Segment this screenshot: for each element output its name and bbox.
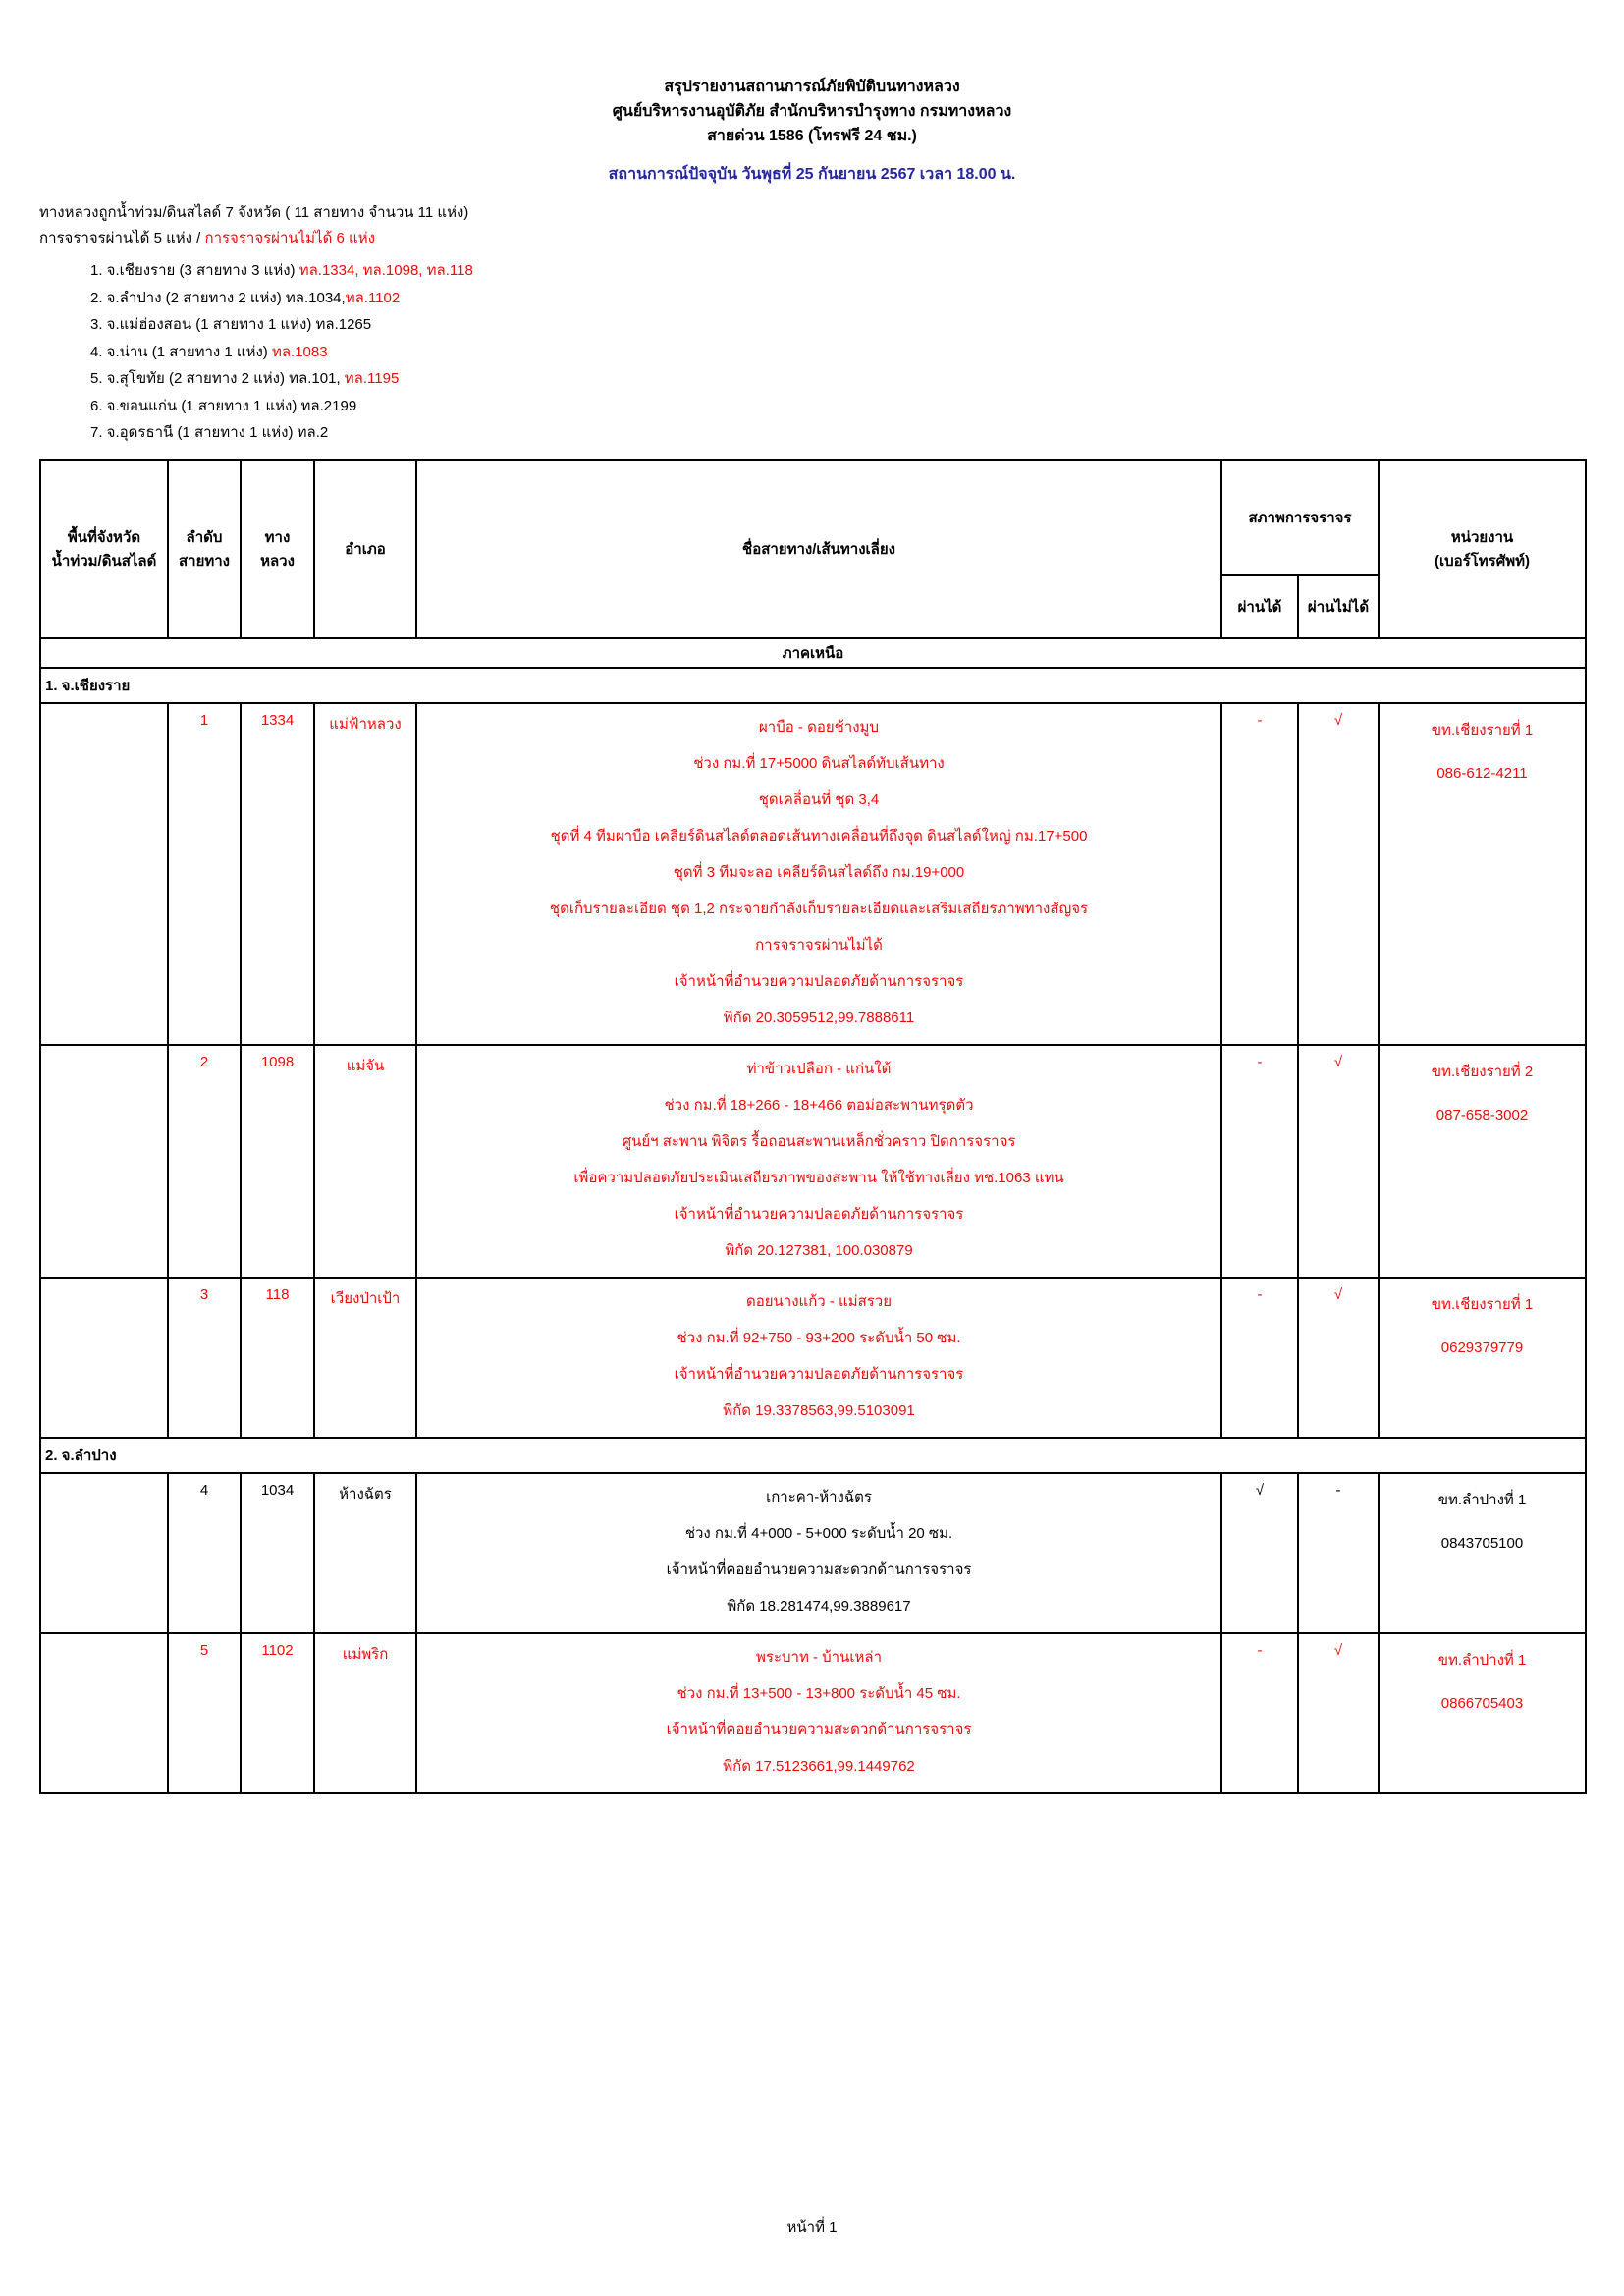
summary-impassable-text: การจราจรผ่านไม่ได้ 6 แห่ง — [204, 230, 375, 246]
cell-unit — [1379, 1278, 1586, 1438]
list-item — [90, 339, 1624, 366]
cell-route-description — [416, 703, 1221, 1045]
cell-district: แม่พริก — [314, 1633, 416, 1793]
cell-passable: √ — [1221, 1473, 1298, 1633]
unit-phone: 086-612-4211 — [1436, 764, 1528, 782]
cell-area — [40, 1045, 168, 1278]
cell-area — [40, 1633, 168, 1793]
col-header-unit-line2: (เบอร์โทรศัพท์) — [1434, 552, 1530, 570]
route-description-line: ท่าข้าวเปลือก - แก่นใต้ — [746, 1060, 892, 1077]
unit-name: ขท.ลำปางที่ 1 — [1437, 1651, 1527, 1668]
route-description-line: เจ้าหน้าที่อำนวยความปลอดภัยด้านการจราจร — [674, 972, 964, 990]
col-header-area-line1: พื้นที่จังหวัด — [67, 528, 141, 546]
col-header-order-line1: ลำดับ — [186, 528, 223, 546]
list-item-routes: ทล.1102 — [345, 289, 401, 306]
col-header-traffic: สภาพการจราจร — [1221, 460, 1379, 575]
list-item-text: 4. จ.น่าน (1 สายทาง 1 แห่ง) — [90, 343, 272, 360]
table-row — [40, 1278, 1586, 1438]
route-description-line: เจ้าหน้าที่คอยอำนวยความสะดวกด้านการจราจร — [666, 1560, 972, 1578]
table-row — [40, 703, 1586, 1045]
route-description-line: พระบาท - บ้านเหล่า — [756, 1648, 882, 1666]
route-description-line: เกาะคา-ห้างฉัตร — [766, 1488, 872, 1505]
route-description-line: ช่วง กม.ที่ 13+500 - 13+800 ระดับน้ำ 45 ซม. — [677, 1684, 961, 1702]
cell-district: แม่จัน — [314, 1045, 416, 1278]
route-description-line: พิกัด 17.5123661,99.1449762 — [723, 1757, 915, 1775]
list-item-routes: ทล.1195 — [344, 370, 400, 387]
cell-impassable: √ — [1298, 703, 1379, 1045]
col-header-district: อำเภอ — [314, 460, 416, 638]
unit-name: ขท.เชียงรายที่ 1 — [1431, 721, 1534, 738]
route-description-line: เจ้าหน้าที่อำนวยความปลอดภัยด้านการจราจร — [674, 1205, 964, 1223]
cell-order: 4 — [168, 1473, 241, 1633]
cell-district: เวียงป่าเป้า — [314, 1278, 416, 1438]
route-description-line: ดอยนางแก้ว - แม่สรวย — [745, 1292, 893, 1310]
cell-district: แม่ฟ้าหลวง — [314, 703, 416, 1045]
cell-impassable: √ — [1298, 1633, 1379, 1793]
cell-route-number: 1334 — [241, 703, 314, 1045]
cell-route-description — [416, 1045, 1221, 1278]
col-header-area — [40, 460, 168, 638]
col-header-passable: ผ่านได้ — [1221, 575, 1298, 638]
table-row — [40, 1473, 1586, 1633]
cell-route-number: 118 — [241, 1278, 314, 1438]
cell-impassable: √ — [1298, 1045, 1379, 1278]
unit-name: ขท.เชียงรายที่ 2 — [1431, 1063, 1534, 1080]
list-item — [90, 419, 1624, 447]
route-description-line: พิกัด 20.127381, 100.030879 — [725, 1241, 913, 1259]
cell-route-number: 1034 — [241, 1473, 314, 1633]
unit-phone: 0866705403 — [1440, 1694, 1524, 1712]
cell-unit — [1379, 703, 1586, 1045]
cell-unit — [1379, 1045, 1586, 1278]
list-item-text: 6. จ.ขอนแก่น (1 สายทาง 1 แห่ง) ทล.2199 — [90, 397, 357, 414]
cell-passable: - — [1221, 1278, 1298, 1438]
province-header-chiangrai: 1. จ.เชียงราย — [40, 668, 1586, 703]
list-item — [90, 393, 1624, 420]
document-header — [0, 0, 1624, 187]
list-item-text: 2. จ.ลำปาง (2 สายทาง 2 แห่ง) ทล.1034, — [90, 289, 346, 306]
col-header-area-line2: น้ำท่วม/ดินสไลด์ — [51, 552, 157, 570]
list-item-text: 5. จ.สุโขทัย (2 สายทาง 2 แห่ง) ทล.101, — [90, 370, 345, 387]
list-item-text: 3. จ.แม่ฮ่องสอน (1 สายทาง 1 แห่ง) ทล.1265 — [90, 316, 372, 333]
col-header-order — [168, 460, 241, 638]
route-description-line: พิกัด 18.281474,99.3889617 — [727, 1597, 911, 1614]
report-hotline: สายด่วน 1586 (โทรฟรี 24 ชม.) — [707, 128, 917, 144]
summary-line-2 — [39, 226, 1624, 251]
cell-area — [40, 1473, 168, 1633]
col-header-route-line1: ทาง — [264, 528, 291, 546]
cell-route-number: 1102 — [241, 1633, 314, 1793]
route-description-line: การจราจรผ่านไม่ได้ — [755, 936, 883, 954]
cell-order: 3 — [168, 1278, 241, 1438]
cell-area — [40, 703, 168, 1045]
unit-phone: 0629379779 — [1440, 1339, 1524, 1356]
cell-unit — [1379, 1473, 1586, 1633]
route-description-line: เพื่อความปลอดภัยประเมินเสถียรภาพของสะพาน ให้ใช้ทางเลี่ยง ทช.1063 แทน — [573, 1169, 1064, 1186]
cell-impassable: √ — [1298, 1278, 1379, 1438]
cell-route-description — [416, 1278, 1221, 1438]
list-item-routes: ทล.1334, ทล.1098, ทล.118 — [298, 262, 473, 279]
cell-passable: - — [1221, 703, 1298, 1045]
cell-order: 2 — [168, 1045, 241, 1278]
summary-passable-text: การจราจรผ่านได้ 5 แห่ง / — [39, 230, 205, 246]
col-header-route-name: ชื่อสายทาง/เส้นทางเลี่ยง — [416, 460, 1221, 638]
list-item-text: 7. จ.อุดรธานี (1 สายทาง 1 แห่ง) ทล.2 — [90, 424, 329, 441]
cell-impassable: - — [1298, 1473, 1379, 1633]
col-header-route — [241, 460, 314, 638]
cell-unit — [1379, 1633, 1586, 1793]
route-description-line: ช่วง กม.ที่ 18+266 - 18+466 ตอม่อสะพานทรุดตัว — [664, 1096, 974, 1114]
cell-order: 5 — [168, 1633, 241, 1793]
route-description-line: พิกัด 19.3378563,99.5103091 — [723, 1401, 915, 1419]
list-item-text: 1. จ.เชียงราย (3 สายทาง 3 แห่ง) — [90, 262, 299, 279]
cell-passable: - — [1221, 1045, 1298, 1278]
cell-district: ห้างฉัตร — [314, 1473, 416, 1633]
province-list — [39, 257, 1624, 447]
route-description-line: ช่วง กม.ที่ 92+750 - 93+200 ระดับน้ำ 50 ซม. — [677, 1329, 961, 1346]
route-description-line: เจ้าหน้าที่อำนวยความปลอดภัยด้านการจราจร — [674, 1365, 964, 1383]
summary-line-1: ทางหลวงถูกน้ำท่วม/ดินสไลด์ 7 จังหวัด ( 11 สายทาง จำนวน 11 แห่ง) — [39, 204, 469, 221]
cell-route-description — [416, 1633, 1221, 1793]
cell-route-number: 1098 — [241, 1045, 314, 1278]
table-row — [40, 1045, 1586, 1278]
list-item-routes: ทล.1083 — [271, 343, 328, 360]
list-item — [90, 311, 1624, 339]
province-header-lampang: 2. จ.ลำปาง — [40, 1438, 1586, 1473]
incident-table — [39, 459, 1587, 1794]
route-description-line: ผาบือ - ดอยช้างมูบ — [759, 718, 879, 736]
route-description-line: เจ้าหน้าที่คอยอำนวยความสะดวกด้านการจราจร — [666, 1721, 972, 1738]
report-status-datetime: สถานการณ์ปัจจุบัน วันพุธที่ 25 กันยายน 2567 เวลา 18.00 น. — [608, 166, 1016, 183]
summary-section — [39, 200, 1624, 447]
cell-area — [40, 1278, 168, 1438]
list-item — [90, 285, 1624, 312]
col-header-route-line2: หลวง — [260, 552, 295, 570]
route-description-line: ช่วง กม.ที่ 17+5000 ดินสไลด์ทับเส้นทาง — [693, 754, 945, 772]
route-description-line: ชุดเก็บรายละเอียด ชุด 1,2 กระจายกำลังเก็บรายละเอียดและเสริมเสถียรภาพทางสัญจร — [549, 900, 1089, 917]
unit-phone: 087-658-3002 — [1435, 1106, 1529, 1123]
region-header: ภาคเหนือ — [40, 638, 1586, 668]
cell-passable: - — [1221, 1633, 1298, 1793]
page-number: หน้าที่ 1 — [786, 2219, 838, 2236]
unit-name: ขท.เชียงรายที่ 1 — [1431, 1295, 1534, 1313]
cell-route-description — [416, 1473, 1221, 1633]
route-description-line: ศูนย์ฯ สะพาน พิจิตร รื้อถอนสะพานเหล็กชั่วคราว ปิดการจราจร — [622, 1132, 1016, 1150]
col-header-unit — [1379, 460, 1586, 638]
report-title: สรุปรายงานสถานการณ์ภัยพิบัติบนทางหลวง — [664, 79, 960, 95]
route-description-line: ชุดที่ 3 ทีมจะลอ เคลียร์ดินสไลด์ถึง กม.19+000 — [673, 863, 965, 881]
report-org: ศูนย์บริหารงานอุบัติภัย สำนักบริหารบำรุงทาง กรมทางหลวง — [612, 103, 1012, 120]
table-row — [40, 1633, 1586, 1793]
route-description-line: ช่วง กม.ที่ 4+000 - 5+000 ระดับน้ำ 20 ซม. — [684, 1524, 953, 1542]
col-header-order-line2: สายทาง — [178, 552, 230, 570]
list-item — [90, 365, 1624, 393]
list-item — [90, 257, 1624, 285]
unit-phone: 0843705100 — [1440, 1534, 1524, 1552]
col-header-unit-line1: หน่วยงาน — [1450, 528, 1514, 546]
route-description-line: พิกัด 20.3059512,99.7888611 — [723, 1009, 915, 1026]
route-description-line: ชุดเคลื่อนที่ ชุด 3,4 — [758, 791, 880, 808]
unit-name: ขท.ลำปางที่ 1 — [1437, 1491, 1527, 1508]
table-head — [40, 460, 1586, 638]
route-description-line: ชุดที่ 4 ทีมผาบือ เคลียร์ดินสไลด์ตลอดเส้นทางเคลื่อนที่ถึงจุด ดินสไลด์ใหญ่ กม.17+500 — [550, 827, 1088, 845]
cell-order: 1 — [168, 703, 241, 1045]
col-header-impassable: ผ่านไม่ได้ — [1298, 575, 1379, 638]
